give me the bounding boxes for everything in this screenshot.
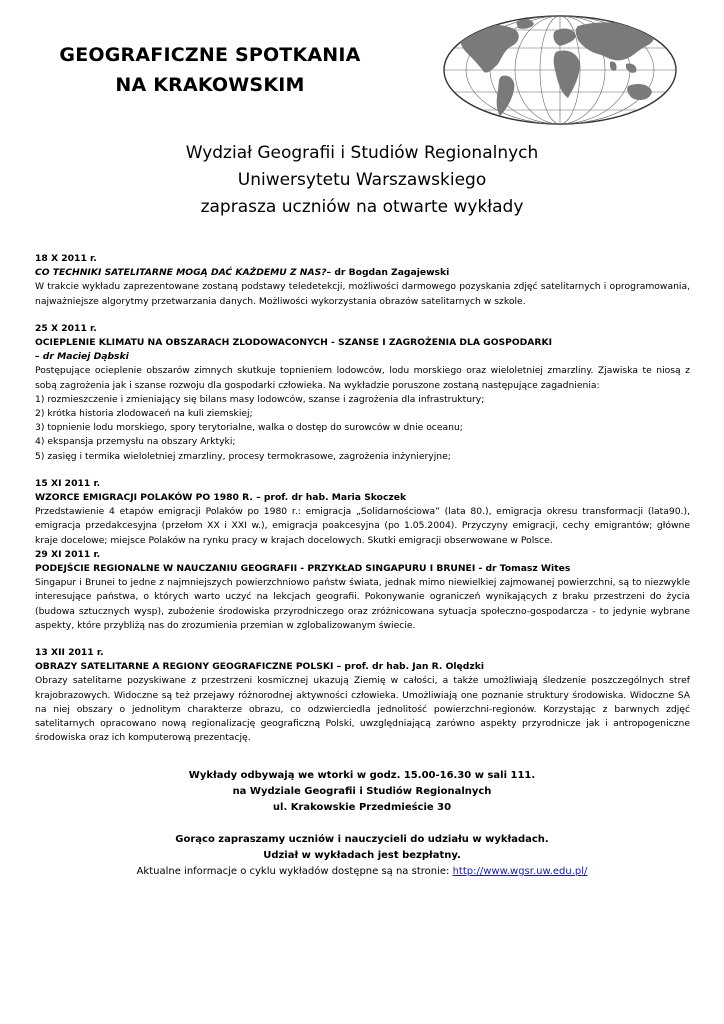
place-line-2: ul. Krakowskie Przedmieście 30 [272, 802, 452, 813]
place-line-1: na Wydziale Geografii i Studiów Regionalnych [232, 786, 492, 797]
info-line [60, 864, 664, 880]
lecture-title-text: PODEJŚCIE REGIONALNE W NAUCZANIU GEOGRAFII - PRZYKŁAD SINGAPURU I BRUNEI [35, 563, 476, 575]
lecture-description: Postępujące ocieplenie obszarów zimnych skutkuje topnieniem lodowców, lodu morskiego oraz wieloletniej zmarzliny. Zjawiska te niosą z sobą zagrożenia jak i szanse rozwoju dla gospodarki człowieka. Na wykładzie poruszone zostaną następujące zagadnienia: [35, 365, 690, 391]
invitation-heading [120, 140, 604, 221]
page-title-line-1: GEOGRAFICZNE SPOTKANIA [59, 44, 361, 66]
page-title-line-2: NA KRAKOWSKIM [115, 74, 305, 96]
lecture-date: 29 XI 2011 r. [35, 548, 101, 560]
topic-item: 5) zasięg i termika wieloletniej zmarzliny, procesy termokrasowe, zagrożenia inżynieryjne; [35, 450, 451, 462]
lecture-description: Przedstawienie 4 etapów emigracji Polaków po 1980 r.: emigracja „Solidarnościowa” (lata 80.), emigracja okresu transformacji (lata90.), emigracja przedakcesyjna (przełom XX i XXI w.), emigracja poakcesyjna (po 1.05.2004). Przyczyny emigracji, cechy emigrantów; główne kraje docelowe; miejsce Polaków na rynku pracy w krajach docelowych. Skutki emigracji obserwowane w Polsce. [35, 506, 690, 546]
topic-item: 4) ekspansja przemysłu na obszary Arktyki; [35, 436, 236, 448]
faculty-name: Wydział Geografii i Studiów Regionalnych [185, 143, 539, 163]
lecture-author: – prof. dr hab. Maria Skoczek [256, 492, 407, 504]
lecture-title [35, 491, 690, 505]
invite-text: Gorąco zapraszamy uczniów i nauczycieli do udziału w wykładach. [175, 834, 549, 845]
page-title [30, 40, 390, 100]
lecture-title [35, 266, 690, 280]
lecture-description: Obrazy satelitarne pozyskiwane z przestrzeni kosmicznej ukazują Ziemię w całości, a także umożliwiają śledzenie poszczególnych stref krajobrazowych. Widoczne są też przejawy różnorodnej aktywności człowieka. Umożliwiają one poznanie struktury środowiska. Widoczne SA na niej obszary o jednolitym charakterze obrazu, co odzwierciedla jednolitość powierzchni-regionów. Korzystając z barwnych zdjęć satelitarnych opracowano nową regionalizację geograficzną Polski, uwzględniającą zarówno aspekty przyrodnicze jak i antropogeniczne środowiska oraz ich komputerową prezentację. [35, 675, 690, 744]
lecture-title-text: OBRAZY SATELITARNE A REGIONY GEOGRAFICZNE POLSKI [35, 661, 334, 673]
world-map-globe-icon [442, 14, 678, 126]
lecture-date: 25 X 2011 r. [35, 322, 97, 334]
lecture-item [35, 322, 690, 464]
topic-item: 1) rozmieszczenie i zmieniający się bilans masy lodowców, szanse i zagrożenia dla infrastruktury; [35, 393, 485, 405]
lecture-author: – dr Bogdan Zagajewski [326, 267, 450, 279]
lecture-date: 18 X 2011 r. [35, 253, 97, 264]
lecture-topics [35, 393, 690, 464]
lecture-item [35, 646, 690, 745]
free-entry-text: Udział w wykładach jest bezpłatny. [263, 850, 461, 861]
lecture-author: – dr Maciej Dąbski [35, 351, 129, 363]
lecture-date: 13 XII 2011 r. [35, 647, 104, 659]
lecture-item [35, 252, 690, 309]
lecture-title-text: WZORCE EMIGRACJI POLAKÓW PO 1980 R. [35, 492, 253, 504]
lecture-author: - dr Tomasz Wites [478, 563, 571, 575]
website-link[interactable]: http://www.wgsr.uw.edu.pl/ [452, 866, 588, 877]
lecture-item [35, 548, 690, 633]
lecture-title [35, 660, 690, 674]
lecture-title [35, 336, 690, 364]
lecture-title-text: OCIEPLENIE KLIMATU NA OBSZARACH ZLODOWACONYCH - SZANSE I ZAGROŻENIA DLA GOSPODARKI [35, 337, 553, 349]
lecture-description: Singapur i Brunei to jedne z najmniejszych powierzchniowo państw świata, jednak mimo niewielkiej zajmowanej powierzchni, są to niezwykle interesujące państwa, o których warto uczyć na lekcjach geografii. Pokonywanie ograniczeń wynikających z braku przestrzeni do życia (budowa sztucznych wysp), zubożenie środowiska przyrodniczego oraz zróżnicowana sytuacja społeczno-gospodarcza - to jedynie wybrane aspekty, które przybliżą nas do zrozumienia przemian w zglobalizowanym świecie. [35, 577, 690, 631]
lecture-date: 15 XI 2011 r. [35, 477, 101, 489]
university-name: Uniwersytetu Warszawskiego [237, 170, 487, 190]
footer-info [60, 768, 664, 880]
topic-item: 3) topnienie lodu morskiego, spory terytorialne, walka o dostęp do surowców w dnie oceanu; [35, 422, 463, 434]
lecture-description: W trakcie wykładu zaprezentowane zostaną podstawy teledetekcji, możliwości darmowego pozyskania zdjęć satelitarnych i oprogramowania, najważniejsze algorytmy przetwarzania danych. Możliwości wykorzystania obrazów satelitarnych w szkole. [35, 281, 690, 307]
topic-item: 2) krótka historia zlodowaceń na kuli ziemskiej; [35, 408, 253, 420]
lecture-author: – prof. dr hab. Jan R. Olędzki [336, 661, 484, 673]
lecture-title [35, 562, 690, 576]
lecture-title-text: CO TECHNIKI SATELITARNE MOGĄ DAĆ KAŻDEMU Z NAS? [35, 267, 327, 279]
lecture-item [35, 477, 690, 548]
lectures-list [35, 252, 690, 759]
schedule-text: Wykłady odbywają we wtorki w godz. 15.00-16.30 w sali 111. [188, 770, 536, 781]
invitation-text: zaprasza uczniów na otwarte wykłady [200, 197, 524, 217]
info-text: Aktualne informacje o cyklu wykładów dostępne są na stronie: [136, 866, 453, 877]
